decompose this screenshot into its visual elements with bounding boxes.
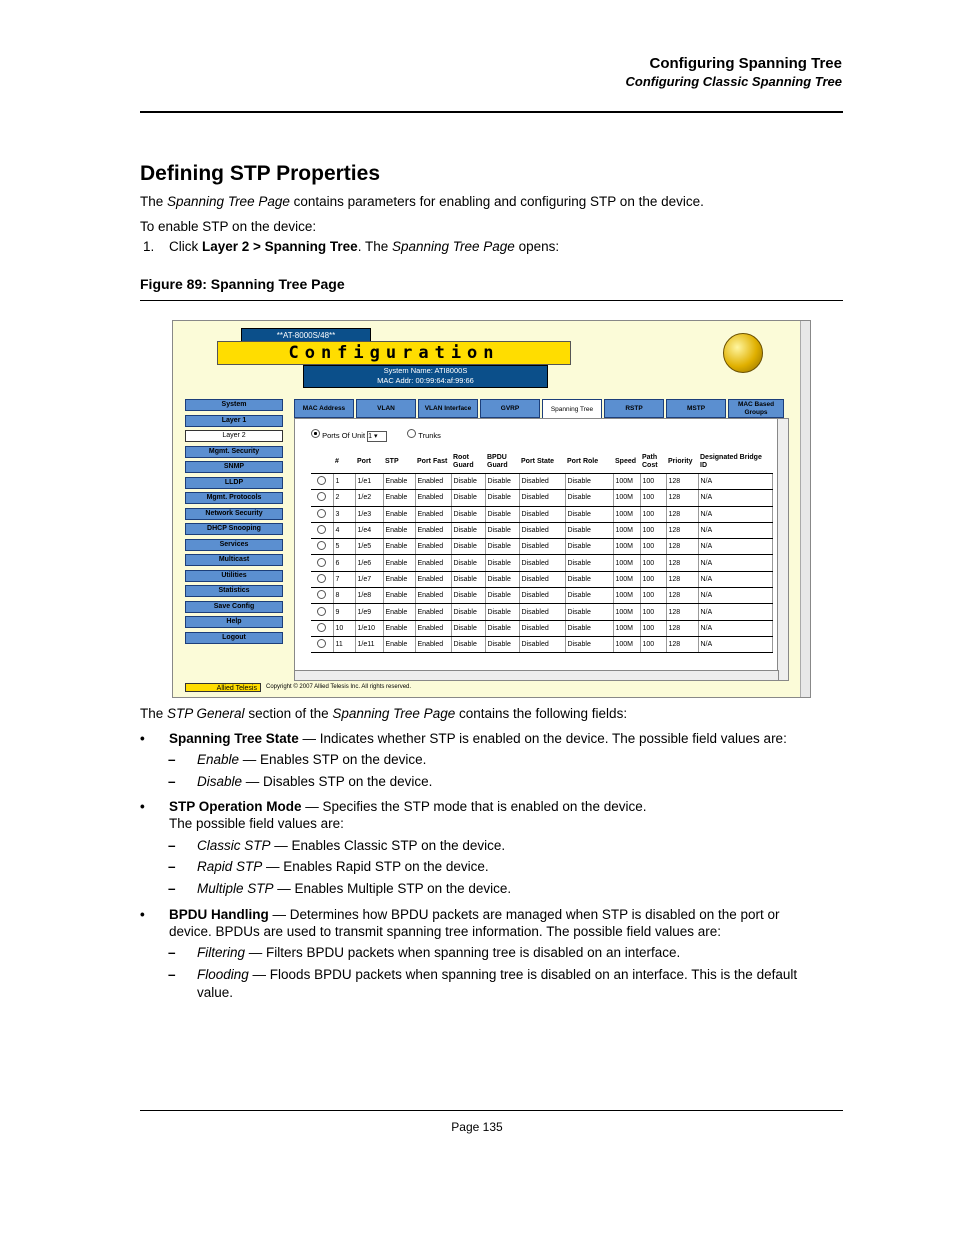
table-cell: Enabled	[415, 588, 451, 604]
table-cell: Enable	[383, 522, 415, 538]
table-cell: Disable	[451, 490, 485, 506]
table-cell: N/A	[698, 474, 772, 490]
table-row	[311, 474, 772, 490]
model-tab: **AT-8000S/48**	[241, 328, 371, 343]
tab-spanning-tree[interactable]: Spanning Tree	[542, 399, 602, 419]
dash-glyph: –	[168, 752, 176, 767]
table-cell: N/A	[698, 490, 772, 506]
bullet-glyph: •	[140, 907, 145, 922]
table-cell: 100M	[613, 604, 640, 620]
table-cell: 100M	[613, 620, 640, 636]
table-cell: Enable	[383, 604, 415, 620]
table-cell: N/A	[698, 506, 772, 522]
unit-value: 1	[368, 433, 373, 440]
tab-mac-based-groups[interactable]: MAC Based Groups	[728, 399, 784, 418]
table-cell: 10	[333, 620, 355, 636]
table-cell: Disable	[451, 620, 485, 636]
bullet-glyph: •	[140, 731, 145, 746]
row-select-cell	[311, 604, 333, 620]
table-cell: 100M	[613, 571, 640, 587]
stp-general-mid: section of the	[244, 706, 333, 721]
table-cell: 100	[640, 506, 666, 522]
table-cell: 1/e7	[355, 571, 383, 587]
table-cell: N/A	[698, 588, 772, 604]
table-cell: Enabled	[415, 571, 451, 587]
tab-gvrp[interactable]: GVRP	[480, 399, 540, 418]
table-row	[311, 555, 772, 571]
col-root-guard: Root Guard	[451, 451, 485, 474]
system-info-box	[303, 365, 548, 388]
table-row	[311, 490, 772, 506]
dash-flooding-line2: value.	[197, 985, 234, 1000]
step-mid: . The	[357, 239, 392, 254]
table-cell: 100	[640, 522, 666, 538]
bullet-2-line2: The possible field values are:	[169, 816, 344, 831]
table-row	[311, 588, 772, 604]
intro-post: contains parameters for enabling and configuring STP on the device.	[289, 194, 704, 209]
menu-mgmt-protocols[interactable]: Mgmt. Protocols	[185, 492, 283, 504]
table-cell: Enabled	[415, 620, 451, 636]
globe-icon	[723, 333, 763, 373]
dash-multiple-text	[197, 881, 511, 896]
table-cell: 100	[640, 555, 666, 571]
table-cell: 128	[666, 620, 698, 636]
stp-general-em2: Spanning Tree Page	[332, 706, 456, 721]
dash-disable-em: Disable	[197, 774, 243, 789]
row-select-cell	[311, 474, 333, 490]
dash-glyph: –	[168, 881, 176, 896]
dash-enable-text	[197, 752, 426, 767]
of-unit-label: Of Unit	[341, 431, 366, 440]
row-select-cell	[311, 636, 333, 652]
tab-vlan-interface[interactable]: VLAN Interface	[418, 399, 478, 418]
table-cell: 128	[666, 636, 698, 652]
dash-filtering-em: Filtering	[197, 945, 246, 960]
table-row	[311, 620, 772, 636]
bullet-3-text	[169, 907, 780, 922]
table-cell: 1/e2	[355, 490, 383, 506]
table-cell: Disable	[565, 588, 613, 604]
table-cell: Disable	[485, 490, 519, 506]
ports-label: Ports	[322, 431, 340, 440]
row-select-radio[interactable]	[317, 607, 326, 616]
menu-system[interactable]: System	[185, 399, 283, 411]
table-cell: 100	[640, 588, 666, 604]
menu-dhcp-snooping[interactable]: DHCP Snooping	[185, 523, 283, 535]
dash-glyph: –	[168, 945, 176, 960]
trunks-label: Trunks	[418, 431, 441, 440]
table-cell: 128	[666, 539, 698, 555]
table-cell: 1/e1	[355, 474, 383, 490]
stp-general-pre: The	[140, 706, 168, 721]
running-header-subtitle: Configuring Classic Spanning Tree	[625, 74, 842, 89]
menu-snmp[interactable]: SNMP	[185, 461, 283, 473]
table-cell: 100	[640, 636, 666, 652]
figure-caption: Figure 89: Spanning Tree Page	[140, 276, 345, 292]
table-cell: 2	[333, 490, 355, 506]
table-cell: 8	[333, 588, 355, 604]
table-cell: Enabled	[415, 555, 451, 571]
running-header-title: Configuring Spanning Tree	[649, 55, 842, 72]
row-select-radio[interactable]	[317, 623, 326, 632]
dash-enable-body: — Enables STP on the device.	[239, 752, 427, 767]
header-rule	[140, 111, 843, 113]
window-vertical-scrollbar[interactable]	[800, 321, 810, 697]
table-cell: 1/e11	[355, 636, 383, 652]
table-cell: 6	[333, 555, 355, 571]
table-cell: N/A	[698, 522, 772, 538]
menu-multicast[interactable]: Multicast	[185, 554, 283, 566]
row-select-cell	[311, 522, 333, 538]
page-number: Page 135	[451, 1120, 503, 1134]
table-cell: Disable	[485, 588, 519, 604]
table-cell: 128	[666, 555, 698, 571]
port-type-selector	[311, 429, 441, 442]
panel-vertical-scrollbar[interactable]	[777, 418, 789, 681]
table-cell: N/A	[698, 636, 772, 652]
mac-address: MAC Addr: 00:99:64:af:99:66	[377, 376, 474, 385]
dash-filtering-text	[197, 945, 680, 960]
table-cell: Disable	[565, 571, 613, 587]
row-select-cell	[311, 571, 333, 587]
panel-horizontal-scrollbar[interactable]	[294, 670, 779, 681]
table-cell: 128	[666, 506, 698, 522]
table-cell: 128	[666, 522, 698, 538]
table-cell: 128	[666, 588, 698, 604]
table-cell: Enabled	[415, 636, 451, 652]
table-cell: N/A	[698, 604, 772, 620]
table-cell: Disable	[485, 474, 519, 490]
dash-filtering-body: — Filters BPDU packets when spanning tree is disabled on an interface.	[245, 945, 681, 960]
table-cell: Disable	[565, 555, 613, 571]
table-cell: Disabled	[519, 604, 565, 620]
row-select-cell	[311, 555, 333, 571]
table-cell: Disable	[485, 571, 519, 587]
table-row	[311, 539, 772, 555]
table-cell: Disable	[485, 506, 519, 522]
menu-mgmt-security[interactable]: Mgmt. Security	[185, 446, 283, 458]
table-cell: 100M	[613, 539, 640, 555]
table-row	[311, 506, 772, 522]
table-cell: Disable	[451, 588, 485, 604]
menu-services[interactable]: Services	[185, 539, 283, 551]
table-cell: Enable	[383, 506, 415, 522]
table-cell: 1/e3	[355, 506, 383, 522]
menu-statistics[interactable]: Statistics	[185, 585, 283, 597]
table-cell: Disabled	[519, 490, 565, 506]
bullet-2-bold: STP Operation Mode	[169, 799, 302, 814]
table-cell: Disable	[485, 539, 519, 555]
step-1	[169, 239, 559, 254]
menu-logout[interactable]: Logout	[185, 632, 283, 644]
table-cell: Disabled	[519, 620, 565, 636]
menu-layer-2[interactable]: Layer 2	[185, 430, 283, 442]
table-cell: 100	[640, 604, 666, 620]
table-cell: Disable	[451, 474, 485, 490]
table-cell: Disable	[565, 506, 613, 522]
intro-em: Spanning Tree Page	[167, 194, 290, 209]
copyright-text: Copyright © 2007 Allied Telesis Inc. All rights reserved.	[266, 684, 412, 690]
bullet-glyph: •	[140, 799, 145, 814]
table-cell: N/A	[698, 571, 772, 587]
table-cell: 128	[666, 604, 698, 620]
row-select-radio[interactable]	[317, 525, 326, 534]
table-cell: Disable	[485, 522, 519, 538]
table-cell: 100	[640, 571, 666, 587]
table-cell: 100	[640, 490, 666, 506]
table-cell: Enabled	[415, 539, 451, 555]
table-cell: Enable	[383, 620, 415, 636]
col-priority: Priority	[666, 451, 698, 474]
dash-enable-em: Enable	[197, 752, 240, 767]
table-cell: Enable	[383, 474, 415, 490]
row-select-cell	[311, 490, 333, 506]
table-cell: Enable	[383, 539, 415, 555]
figure-rule	[140, 300, 843, 301]
dash-classic-body: — Enables Classic STP on the device.	[270, 838, 506, 853]
table-cell: 100	[640, 620, 666, 636]
step-post: opens:	[514, 239, 560, 254]
table-cell: 128	[666, 571, 698, 587]
table-cell: 3	[333, 506, 355, 522]
bullet-3-bold: BPDU Handling	[169, 907, 269, 922]
table-cell: Disabled	[519, 522, 565, 538]
table-cell: Enabled	[415, 506, 451, 522]
unit-select[interactable]: 1 ▾	[367, 431, 387, 442]
table-cell: Disable	[451, 522, 485, 538]
table-cell: N/A	[698, 539, 772, 555]
table-cell: Disabled	[519, 588, 565, 604]
menu-lldp[interactable]: LLDP	[185, 477, 283, 489]
table-row	[311, 636, 772, 652]
table-cell: Disable	[451, 604, 485, 620]
table-cell: Disable	[565, 522, 613, 538]
row-select-cell	[311, 588, 333, 604]
table-cell: 7	[333, 571, 355, 587]
table-cell: Enable	[383, 571, 415, 587]
table-cell: Disable	[485, 636, 519, 652]
bullet-1-text	[169, 731, 787, 746]
row-select-radio[interactable]	[317, 541, 326, 550]
col-speed: Speed	[613, 451, 640, 474]
bullet-1-bold: Spanning Tree State	[169, 731, 299, 746]
col-designated-bridge-id: Designated Bridge ID	[698, 451, 772, 474]
row-select-radio[interactable]	[317, 509, 326, 518]
stp-general-paragraph	[140, 706, 627, 721]
table-cell: Disable	[565, 490, 613, 506]
table-cell: Disabled	[519, 636, 565, 652]
table-cell: Disable	[485, 604, 519, 620]
step-em: Spanning Tree Page	[391, 239, 515, 254]
table-cell: Disable	[565, 604, 613, 620]
table-cell: 128	[666, 490, 698, 506]
col-stp: STP	[383, 451, 415, 474]
dash-rapid-text	[197, 859, 489, 874]
col-number: #	[333, 451, 355, 474]
table-row	[311, 604, 772, 620]
table-cell: Disabled	[519, 555, 565, 571]
bullet-2-text	[169, 799, 646, 814]
step-pre: Click	[169, 239, 202, 254]
dash-rapid-em: Rapid STP	[197, 859, 263, 874]
bullet-2-body: — Specifies the STP mode that is enabled on the device.	[301, 799, 647, 814]
intro-paragraph	[140, 194, 704, 209]
table-cell: Enabled	[415, 604, 451, 620]
table-cell: 100M	[613, 522, 640, 538]
table-cell: Disabled	[519, 506, 565, 522]
table-cell: Enable	[383, 636, 415, 652]
system-name: System Name: ATI8000S	[383, 366, 468, 375]
row-select-radio[interactable]	[317, 574, 326, 583]
table-row	[311, 571, 772, 587]
row-select-cell	[311, 506, 333, 522]
table-cell: 100M	[613, 506, 640, 522]
table-cell: 100M	[613, 636, 640, 652]
table-cell: 100M	[613, 490, 640, 506]
row-select-radio[interactable]	[317, 476, 326, 485]
bullet-3-body: — Determines how BPDU packets are managed when STP is disabled on the port or	[268, 907, 780, 922]
step-number: 1.	[143, 239, 155, 254]
tab-vlan[interactable]: VLAN	[356, 399, 416, 418]
table-cell: Enable	[383, 555, 415, 571]
table-cell: Disable	[451, 555, 485, 571]
tab-mac-address[interactable]: MAC Address	[294, 399, 354, 418]
allied-telesis-logo: Allied Telesis	[185, 683, 261, 692]
footer-rule	[140, 1110, 843, 1111]
table-cell: Disabled	[519, 474, 565, 490]
row-select-radio[interactable]	[317, 590, 326, 599]
tab-mstp[interactable]: MSTP	[666, 399, 726, 418]
table-cell: 128	[666, 474, 698, 490]
bullet-1-body: — Indicates whether STP is enabled on the device. The possible field values are:	[298, 731, 787, 746]
dash-multiple-body: — Enables Multiple STP on the device.	[273, 881, 512, 896]
table-cell: Disable	[451, 506, 485, 522]
table-cell: 9	[333, 604, 355, 620]
section-heading: Defining STP Properties	[140, 162, 380, 185]
stp-general-em1: STP General	[167, 706, 245, 721]
dash-classic-text	[197, 838, 505, 853]
enable-line: To enable STP on the device:	[140, 219, 317, 234]
table-cell: 1/e5	[355, 539, 383, 555]
table-cell: 1/e10	[355, 620, 383, 636]
ports-radio[interactable]	[311, 429, 320, 438]
table-cell: Disable	[451, 571, 485, 587]
table-cell: Enable	[383, 490, 415, 506]
stp-panel	[294, 418, 789, 672]
row-select-radio[interactable]	[317, 558, 326, 567]
table-cell: 11	[333, 636, 355, 652]
trunks-radio[interactable]	[407, 429, 416, 438]
table-cell: Disable	[565, 474, 613, 490]
row-select-radio[interactable]	[317, 639, 326, 648]
table-cell: 1/e6	[355, 555, 383, 571]
table-cell: 1/e9	[355, 604, 383, 620]
tab-rstp[interactable]: RSTP	[604, 399, 664, 418]
table-cell: 100	[640, 474, 666, 490]
table-cell: Enable	[383, 588, 415, 604]
table-cell: Disable	[451, 636, 485, 652]
bullet-3-line2: device. BPDUs are used to transmit spanning tree information. The possible field values are:	[169, 924, 722, 939]
dash-disable-body: — Disables STP on the device.	[242, 774, 433, 789]
menu-network-security[interactable]: Network Security	[185, 508, 283, 520]
col-select	[311, 451, 333, 474]
col-bpdu-guard: BPDU Guard	[485, 451, 519, 474]
dash-flooding-text	[197, 967, 797, 982]
spanning-tree-screenshot	[172, 320, 811, 698]
menu-layer-1[interactable]: Layer 1	[185, 415, 283, 427]
dash-glyph: –	[168, 774, 176, 789]
table-cell: Enabled	[415, 490, 451, 506]
table-cell: N/A	[698, 555, 772, 571]
table-cell: N/A	[698, 620, 772, 636]
dash-classic-em: Classic STP	[197, 838, 271, 853]
table-cell: Disable	[451, 539, 485, 555]
dash-flooding-em: Flooding	[197, 967, 249, 982]
step-bold: Layer 2 > Spanning Tree	[202, 239, 358, 254]
table-cell: Enabled	[415, 522, 451, 538]
dash-glyph: –	[168, 838, 176, 853]
table-cell: Disable	[565, 636, 613, 652]
table-cell: Disabled	[519, 539, 565, 555]
table-row	[311, 522, 772, 538]
col-port-role: Port Role	[565, 451, 613, 474]
table-cell: 1/e4	[355, 522, 383, 538]
dash-multiple-em: Multiple STP	[197, 881, 274, 896]
intro-pre: The	[140, 194, 168, 209]
table-cell: 100	[640, 539, 666, 555]
menu-save-config[interactable]: Save Config	[185, 601, 283, 613]
table-cell: Enabled	[415, 474, 451, 490]
dash-rapid-body: — Enables Rapid STP on the device.	[262, 859, 489, 874]
table-cell: Disable	[565, 620, 613, 636]
table-cell: 100M	[613, 555, 640, 571]
dash-flooding-body: — Floods BPDU packets when spanning tree is disabled on an interface. This is the default	[248, 967, 798, 982]
stp-port-table	[311, 451, 773, 653]
dash-glyph: –	[168, 859, 176, 874]
row-select-radio[interactable]	[317, 492, 326, 501]
menu-utilities[interactable]: Utilities	[185, 570, 283, 582]
col-port-fast: Port Fast	[415, 451, 451, 474]
menu-help[interactable]: Help	[185, 616, 283, 628]
configuration-banner: Configuration	[217, 341, 571, 365]
row-select-cell	[311, 539, 333, 555]
table-cell: Disable	[485, 555, 519, 571]
table-cell: Disabled	[519, 571, 565, 587]
col-path-cost: Path Cost	[640, 451, 666, 474]
table-header-row	[311, 451, 772, 474]
row-select-cell	[311, 620, 333, 636]
dash-disable-text	[197, 774, 432, 789]
table-cell: 1/e8	[355, 588, 383, 604]
table-cell: Disable	[485, 620, 519, 636]
table-body	[311, 474, 772, 653]
table-cell: 5	[333, 539, 355, 555]
col-port: Port	[355, 451, 383, 474]
table-cell: 100M	[613, 474, 640, 490]
table-cell: Disable	[565, 539, 613, 555]
dash-glyph: –	[168, 967, 176, 982]
table-cell: 100M	[613, 588, 640, 604]
col-port-state: Port State	[519, 451, 565, 474]
stp-general-post: contains the following fields:	[455, 706, 628, 721]
table-cell: 1	[333, 474, 355, 490]
table-cell: 4	[333, 522, 355, 538]
